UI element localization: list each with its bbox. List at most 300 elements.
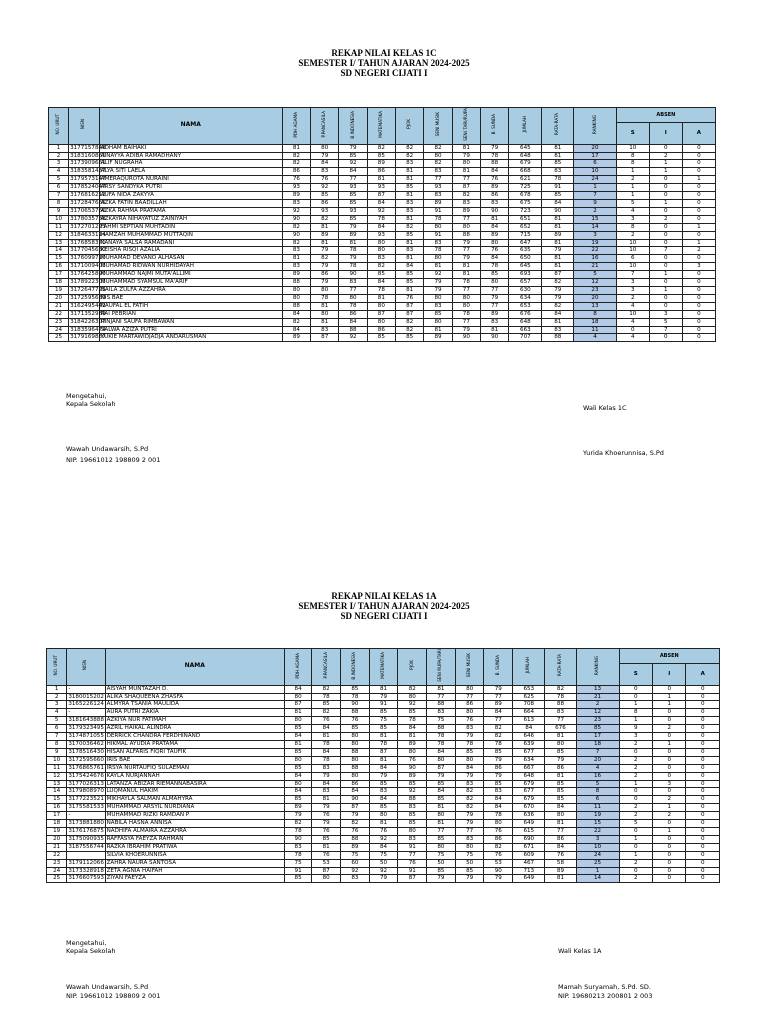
score-cell: 85 (341, 685, 370, 693)
absence-cell: 10 (616, 144, 649, 152)
score-cell: 81 (424, 326, 452, 334)
score-cell: 75 (341, 851, 370, 859)
score-cell: 80 (369, 812, 398, 820)
score-cell: 87 (542, 271, 574, 279)
score-cell: 85 (369, 725, 398, 733)
score-cell: 708 (513, 701, 545, 709)
student-name-cell: AURA PUTRI ZAKIA (105, 709, 284, 717)
score-cell: 85 (542, 160, 574, 168)
ranking-cell: 10 (576, 843, 619, 851)
score-cell: 84 (427, 788, 456, 796)
absence-cell: 0 (619, 788, 652, 796)
nisn-cell: 3162495442 (70, 302, 106, 309)
score-cell: 80 (339, 294, 367, 302)
student-name-cell: AZKA FATIN BAADILLAH (99, 200, 282, 208)
absence-cell: 0 (653, 851, 686, 859)
score-cell: 80 (545, 812, 576, 820)
absence-cell: 0 (653, 685, 686, 693)
row-number-cell: 14 (47, 788, 67, 796)
row-number-cell: 8 (49, 200, 69, 208)
score-cell: 75 (369, 717, 398, 725)
nisn-cell (67, 851, 105, 859)
absence-cell: 0 (619, 693, 652, 701)
score-cell: 679 (513, 780, 545, 788)
score-cell: 80 (311, 144, 339, 152)
row-number-cell: 10 (47, 756, 67, 764)
absence-cell: 1 (682, 239, 715, 247)
nisn-cell: 3171352989 (70, 310, 106, 317)
score-cell: 80 (455, 843, 484, 851)
score-cell: 77 (545, 827, 576, 835)
score-cell: 79 (312, 772, 341, 780)
score-cell: 76 (481, 247, 509, 255)
score-cell: 87 (396, 302, 424, 310)
row-number-cell: 16 (49, 263, 69, 271)
score-cell: 679 (509, 160, 542, 168)
score-cell: 84 (481, 255, 509, 263)
score-cell: 85 (284, 748, 311, 756)
absence-cell: 0 (682, 144, 715, 152)
absence-cell: 2 (619, 772, 652, 780)
nisn-cell: 3176865761 (68, 764, 104, 771)
table-row (47, 812, 720, 820)
nisn-cell: 3176099710 (70, 255, 106, 262)
score-cell: 467 (513, 859, 545, 867)
score-cell: 79 (452, 255, 480, 263)
table-row (47, 835, 720, 843)
score-cell: 88 (481, 160, 509, 168)
score-cell: 85 (367, 334, 395, 342)
row-number-cell: 20 (49, 294, 69, 302)
absence-cell: 0 (686, 725, 720, 733)
absence-cell: 0 (682, 231, 715, 239)
score-cell: 78 (424, 247, 452, 255)
score-cell: 84 (284, 733, 311, 741)
table-row (49, 160, 716, 168)
column-header-b-indonesia (341, 649, 370, 686)
absence-cell: 0 (649, 239, 682, 247)
absence-cell: 5 (619, 820, 652, 828)
column-header-ranking-label: RANKING (594, 655, 600, 675)
student-name-cell: RAFFASYA FAEYZA RAHMAN (105, 835, 284, 843)
absence-cell: 0 (649, 302, 682, 310)
row-number-cell: 22 (47, 851, 67, 859)
score-cell: 79 (484, 756, 513, 764)
student-name-cell: KAYLA NURJANNAH (105, 772, 284, 780)
score-cell: 89 (367, 160, 395, 168)
row-number-cell: 1 (47, 685, 67, 693)
score-cell: 76 (341, 827, 370, 835)
score-cell: 85 (545, 748, 576, 756)
score-cell: 83 (341, 875, 370, 883)
ranking-cell: 4 (574, 334, 616, 342)
score-cell: 80 (311, 286, 339, 294)
score-cell: 81 (481, 215, 509, 223)
absence-cell: 0 (682, 310, 715, 318)
absence-cell: 0 (686, 835, 720, 843)
student-name-cell: NABILA HASNA ANNISA (105, 820, 284, 828)
absence-cell: 0 (649, 144, 682, 152)
student-name-cell: ZETA AGNIA HAIFAH (105, 867, 284, 875)
table-row (47, 693, 720, 701)
score-cell: 89 (341, 843, 370, 851)
table-row (49, 184, 716, 192)
score-cell: 92 (341, 867, 370, 875)
score-cell: 630 (509, 286, 542, 294)
score-cell: 88 (542, 334, 574, 342)
absence-cell: 0 (619, 748, 652, 756)
nisn-cell: 3184226307 (70, 318, 106, 325)
score-cell: 78 (452, 310, 480, 318)
ranking-cell: 20 (574, 144, 616, 152)
score-cell: 89 (284, 804, 311, 812)
table-row (49, 271, 716, 279)
score-cell: 84 (312, 725, 341, 733)
score-cell: 646 (513, 733, 545, 741)
score-cell: 83 (424, 192, 452, 200)
row-number-cell: 11 (49, 223, 69, 231)
column-header-seni-2-label: SENI MUSIK (466, 653, 472, 678)
absence-cell: 2 (619, 741, 652, 749)
table-row (49, 286, 716, 294)
score-cell: 77 (484, 693, 513, 701)
column-header-rata-rata-label: RATA-RATA (554, 113, 560, 136)
score-cell: 88 (545, 701, 576, 709)
student-name-cell: RAI PEBRIAN (99, 310, 282, 318)
row-number-cell: 7 (49, 192, 69, 200)
absence-cell: 1 (653, 701, 686, 709)
column-header-p-pancasila-label: P.PANCASILA (321, 111, 327, 138)
score-cell: 84 (481, 168, 509, 176)
score-cell: 78 (367, 286, 395, 294)
nisn-cell: 3174871055 (68, 733, 104, 740)
score-cell: 85 (398, 812, 427, 820)
row-number-cell: 6 (47, 725, 67, 733)
student-name-cell: ALMYRA TSANIA MAULIDA (105, 701, 284, 709)
score-cell: 82 (484, 843, 513, 851)
score-cell: 92 (398, 788, 427, 796)
absence-cell: 0 (653, 835, 686, 843)
row-number-cell: 14 (49, 247, 69, 255)
table-row (49, 334, 716, 342)
row-number-cell: 19 (49, 286, 69, 294)
score-cell: 82 (396, 223, 424, 231)
score-cell: 77 (455, 693, 484, 701)
score-cell: 84 (339, 168, 367, 176)
score-cell: 81 (542, 318, 574, 326)
absence-cell: 2 (619, 756, 652, 764)
score-cell: 78 (427, 733, 456, 741)
column-header-ranking (574, 108, 616, 145)
absence-cell: 2 (619, 875, 652, 883)
nisn-cell: 3178516430 (68, 748, 104, 755)
score-cell: 76 (484, 827, 513, 835)
score-cell: 81 (396, 286, 424, 294)
score-cell: 664 (513, 709, 545, 717)
ranking-cell: 1 (574, 184, 616, 192)
absence-cell: 0 (653, 717, 686, 725)
score-cell: 82 (282, 152, 310, 160)
score-cell: 83 (311, 168, 339, 176)
score-cell: 86 (455, 701, 484, 709)
score-cell: 88 (341, 764, 370, 772)
score-cell: 85 (284, 796, 311, 804)
score-cell: 82 (545, 685, 576, 693)
score-cell: 82 (284, 820, 311, 828)
score-cell: 78 (455, 741, 484, 749)
row-number-cell: 6 (49, 184, 69, 192)
teacher-signature-block (583, 404, 664, 457)
score-cell: 83 (424, 239, 452, 247)
row-number-cell: 25 (47, 875, 67, 883)
absence-cell: 0 (649, 334, 682, 342)
student-name-cell: RAZKA IBRAHIM PRATIWA (105, 843, 284, 851)
score-cell: 90 (484, 867, 513, 875)
ranking-cell: 16 (576, 772, 619, 780)
score-cell: 85 (455, 867, 484, 875)
score-cell: 77 (427, 693, 456, 701)
score-cell: 621 (509, 176, 542, 184)
score-cell: 82 (396, 152, 424, 160)
row-number-cell: 15 (49, 255, 69, 263)
nisn-cell: 3176607593 (68, 875, 104, 882)
score-cell: 85 (398, 709, 427, 717)
score-cell: 677 (513, 748, 545, 756)
table-row (47, 772, 720, 780)
score-cell: 653 (513, 685, 545, 693)
score-cell: 87 (312, 867, 341, 875)
ranking-cell: 20 (576, 756, 619, 764)
table-row (49, 326, 716, 334)
absence-cell: 0 (653, 788, 686, 796)
score-cell: 676 (545, 725, 576, 733)
score-cell: 78 (484, 741, 513, 749)
absence-cell: 0 (682, 294, 715, 302)
score-cell: 77 (452, 247, 480, 255)
score-cell: 78 (311, 294, 339, 302)
table-row (47, 701, 720, 709)
absence-cell: 0 (686, 843, 720, 851)
column-header-matematika-label: MATEMATIKA (380, 651, 386, 679)
table-row (49, 294, 716, 302)
score-cell: 88 (452, 231, 480, 239)
score-cell: 78 (424, 215, 452, 223)
score-cell: 81 (452, 271, 480, 279)
absence-cell: 0 (686, 764, 720, 772)
score-cell: 82 (396, 318, 424, 326)
score-cell: 79 (427, 772, 456, 780)
score-cell: 667 (513, 764, 545, 772)
absence-cell: 1 (619, 835, 652, 843)
student-name-cell: AINAYYA ADIBA RAMADHANY (99, 152, 282, 160)
column-header-jumlah-label: JUMLAH (525, 657, 531, 674)
absence-cell: 0 (649, 184, 682, 192)
score-cell: 83 (282, 247, 310, 255)
score-cell: 85 (396, 334, 424, 342)
row-number-cell: 12 (49, 231, 69, 239)
row-number-cell: 24 (47, 867, 67, 875)
absence-cell: 0 (686, 748, 720, 756)
score-cell: 78 (481, 152, 509, 160)
teacher-title: Wali Kelas 1C (583, 404, 627, 412)
score-cell: 81 (312, 843, 341, 851)
score-cell: 60 (341, 859, 370, 867)
column-header-pjok (398, 649, 427, 686)
score-cell: 85 (424, 310, 452, 318)
score-cell: 77 (452, 286, 480, 294)
row-number-cell: 1 (49, 144, 69, 152)
column-header-rata-rata (542, 108, 574, 145)
score-cell: 88 (341, 748, 370, 756)
score-cell: 79 (369, 875, 398, 883)
score-cell: 80 (455, 709, 484, 717)
score-cell: 84 (282, 326, 310, 334)
score-cell: 83 (424, 168, 452, 176)
score-cell: 81 (396, 192, 424, 200)
score-cell: 91 (424, 207, 452, 215)
column-header-b-sunda (484, 649, 513, 686)
score-cell: 79 (424, 279, 452, 287)
row-number-cell: 3 (49, 160, 69, 168)
score-cell: 80 (424, 318, 452, 326)
absence-cell: 0 (649, 255, 682, 263)
column-header-b-sunda (481, 108, 509, 145)
score-cell: 85 (396, 279, 424, 287)
score-cell: 80 (282, 294, 310, 302)
score-cell: 84 (367, 223, 395, 231)
score-cell: 645 (509, 144, 542, 152)
column-header-matematika-label: MATEMATIKA (377, 110, 383, 138)
score-cell: 82 (311, 215, 339, 223)
score-cell: 84 (311, 160, 339, 168)
table-header-row (49, 108, 716, 123)
score-cell: 80 (481, 239, 509, 247)
column-header-absen: ABSEN (619, 649, 719, 664)
score-cell: 77 (339, 176, 367, 184)
score-cell: 90 (282, 215, 310, 223)
score-cell: 79 (424, 286, 452, 294)
acknowledgement-label: Mengetahui, (66, 939, 107, 947)
score-cell: 77 (481, 286, 509, 294)
score-cell: 82 (398, 685, 427, 693)
score-cell: 84 (455, 764, 484, 772)
score-cell: 81 (452, 263, 480, 271)
row-number-cell: 22 (49, 310, 69, 318)
score-cell: 89 (398, 741, 427, 749)
column-header-pdh-agama-label: PDH AGAMA (292, 111, 298, 138)
score-cell: 79 (542, 294, 574, 302)
absence-cell: 2 (649, 152, 682, 160)
score-cell: 80 (341, 733, 370, 741)
score-cell: 80 (284, 780, 311, 788)
score-cell: 79 (542, 286, 574, 294)
row-number-cell: 4 (49, 168, 69, 176)
score-cell: 83 (311, 326, 339, 334)
score-cell: 53 (312, 859, 341, 867)
ranking-cell: 14 (576, 875, 619, 883)
score-cell: 80 (398, 693, 427, 701)
nisn-cell: 3179323495 (68, 725, 104, 732)
absence-cell: 0 (686, 867, 720, 875)
score-cell: 84 (427, 748, 456, 756)
ranking-cell: 17 (574, 152, 616, 160)
score-cell: 78 (369, 741, 398, 749)
score-cell: 85 (484, 748, 513, 756)
table-row (49, 152, 716, 160)
score-cell: 83 (542, 326, 574, 334)
student-name-cell: NADHIFA ALMAIRA AZZAHRA (105, 827, 284, 835)
nisn-cell: 3183160861 (70, 152, 106, 159)
column-header-no (49, 108, 69, 145)
score-cell: 82 (424, 160, 452, 168)
score-cell: 678 (509, 192, 542, 200)
score-cell: 85 (398, 820, 427, 828)
nisn-cell: 3175581533 (68, 804, 104, 811)
score-cell: 83 (481, 200, 509, 208)
score-cell: 81 (311, 318, 339, 326)
student-name-cell: AUFA NIDA ZAKYYA (99, 192, 282, 200)
score-cell: 84 (513, 725, 545, 733)
score-cell: 80 (284, 756, 311, 764)
score-cell: 86 (311, 200, 339, 208)
absence-cell: 1 (616, 184, 649, 192)
score-cell: 80 (452, 294, 480, 302)
table-row (47, 843, 720, 851)
score-cell: 83 (455, 780, 484, 788)
absence-cell: 2 (616, 176, 649, 184)
score-cell: 76 (396, 294, 424, 302)
score-cell: 84 (339, 318, 367, 326)
score-cell: 50 (455, 859, 484, 867)
score-cell: 89 (452, 207, 480, 215)
score-cell: 85 (427, 867, 456, 875)
absence-cell: 1 (616, 192, 649, 200)
ranking-cell: 11 (574, 326, 616, 334)
score-cell: 84 (484, 709, 513, 717)
score-cell: 80 (484, 820, 513, 828)
ranking-cell: 4 (576, 764, 619, 772)
column-header-ranking (576, 649, 619, 686)
score-cell: 81 (396, 168, 424, 176)
score-cell: 88 (398, 796, 427, 804)
score-cell: 80 (312, 875, 341, 883)
table-row (49, 279, 716, 287)
score-cell: 85 (427, 796, 456, 804)
column-header-pjok-label: PJOK (406, 119, 412, 130)
score-cell: 82 (484, 733, 513, 741)
score-cell: 85 (542, 192, 574, 200)
nisn-cell: 3183581437 (70, 168, 106, 175)
score-cell: 84 (369, 843, 398, 851)
score-cell: 82 (311, 255, 339, 263)
absence-cell: 0 (682, 286, 715, 294)
absence-cell: 9 (619, 725, 652, 733)
absence-cell: 7 (649, 247, 682, 255)
absence-cell: 1 (682, 176, 715, 184)
row-number-cell: 11 (47, 764, 67, 772)
score-cell: 86 (484, 835, 513, 843)
score-cell: 81 (427, 820, 456, 828)
report-title-line2: SEMESTER I/ TAHUN AJARAN 2024-2025 (298, 601, 470, 611)
score-cell: 78 (339, 263, 367, 271)
score-cell: 92 (369, 867, 398, 875)
absence-cell: 4 (616, 334, 649, 342)
absence-cell: 4 (616, 302, 649, 310)
absence-cell: 3 (619, 733, 652, 741)
table-header-row (47, 649, 720, 664)
score-cell: 86 (367, 168, 395, 176)
student-name-cell: HIKMAL AYUDIA PRATAMA (105, 741, 284, 749)
